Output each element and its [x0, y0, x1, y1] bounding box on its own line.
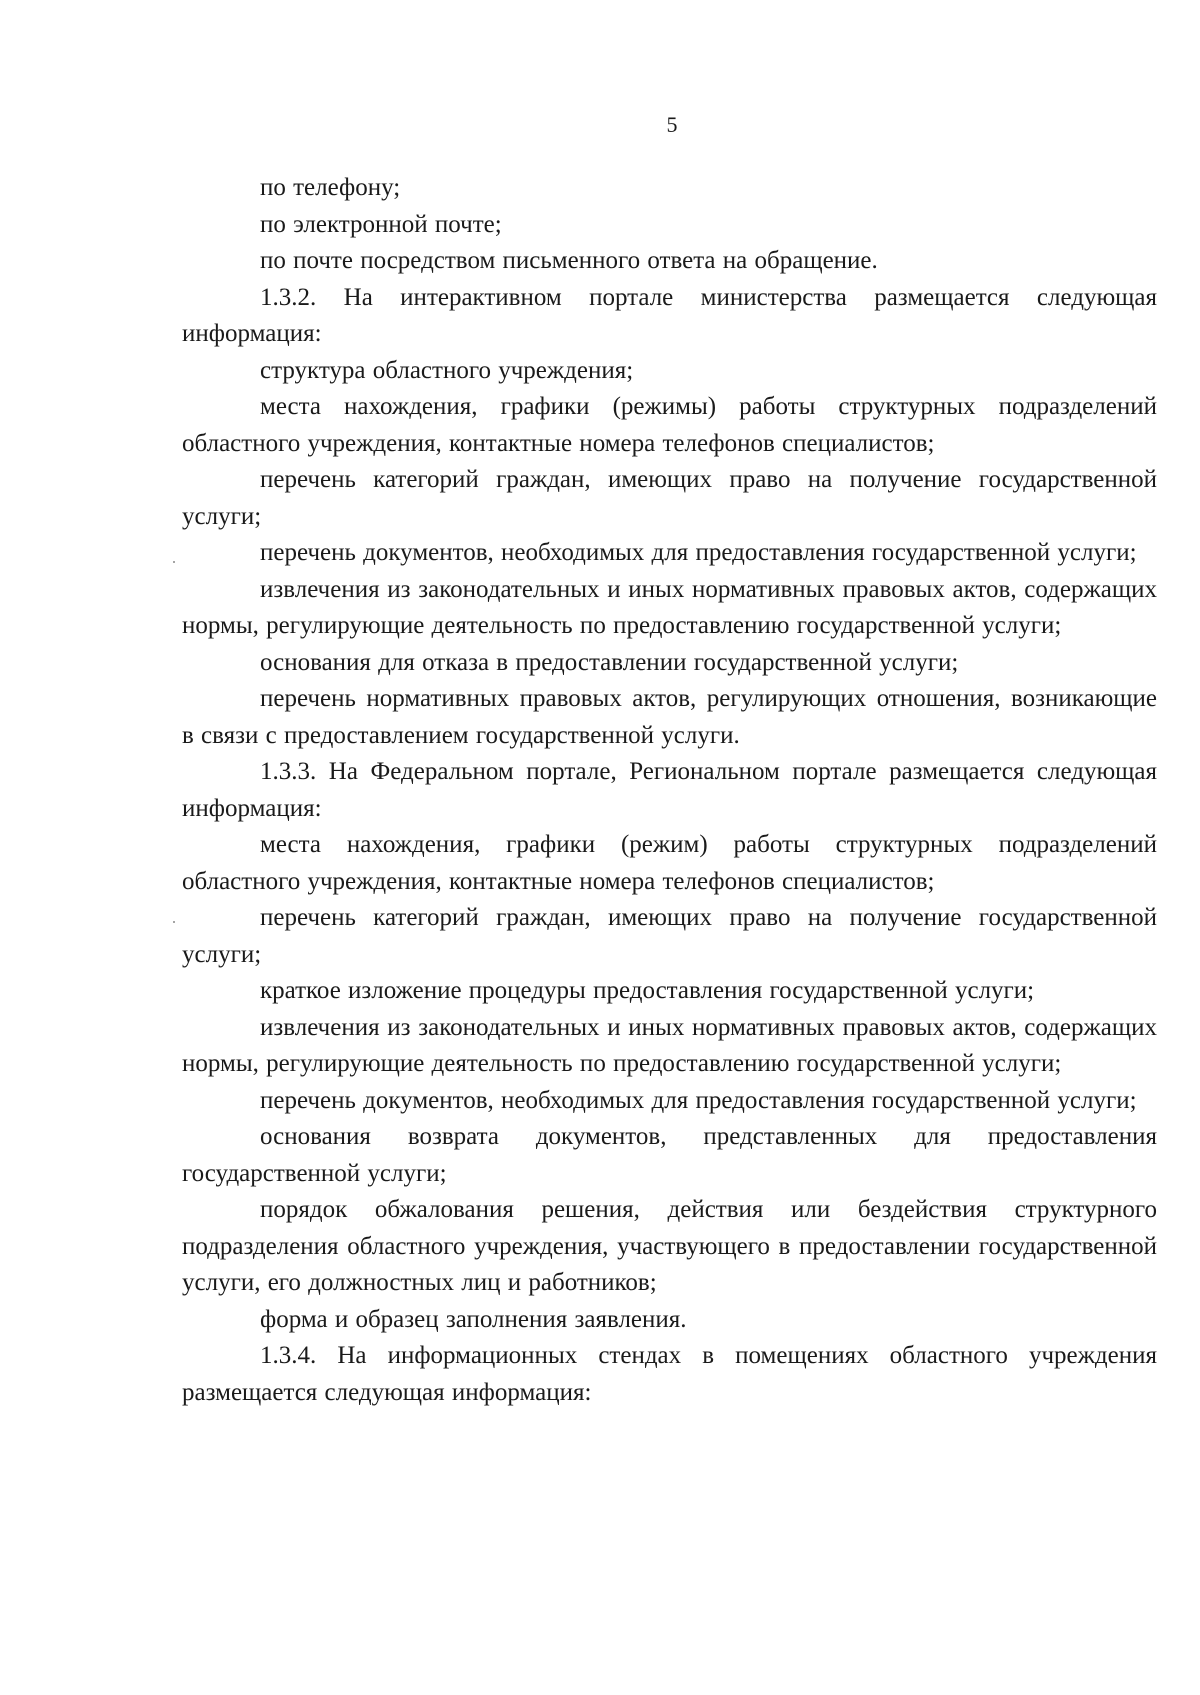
paragraph: извлечения из законодательных и иных нормативных правовых актов, содержащих нормы, регулирующие деятельность по предоставлению государственной услуги; — [182, 1013, 1157, 1077]
paragraph: извлечения из законодательных и иных нормативных правовых актов, содержащих нормы, регулирующие деятельность по предоставлению государственной услуги; — [182, 575, 1157, 639]
scan-speck — [173, 561, 175, 563]
paragraph: порядок обжалования решения, действия или бездействия структурного подразделения областного учреждения, участвующего в предоставлении государственной услуги, его должностных лиц и работников; — [182, 1196, 1157, 1296]
scan-speck — [173, 921, 175, 923]
page-number: 5 — [666, 112, 678, 137]
paragraph: по телефону; — [260, 174, 401, 201]
paragraph: по почте посредством письменного ответа на обращение. — [260, 247, 878, 274]
document-body — [182, 170, 1157, 1411]
paragraph: краткое изложение процедуры предоставления государственной услуги; — [260, 977, 1035, 1004]
paragraph: форма и образец заполнения заявления. — [260, 1305, 687, 1333]
paragraph: перечень категорий граждан, имеющих право на получение государственной услуги; — [182, 466, 1157, 530]
section-paragraph-1-3-3: 1.3.3. На Федеральном портале, Региональном портале размещается следующая информация: — [182, 758, 1157, 822]
paragraph: основания возврата документов, представленных для предоставления государственной услуги; — [182, 1123, 1157, 1187]
paragraph: места нахождения, графики (режимы) работы структурных подразделений областного учреждения, контактные номера телефонов специалистов; — [182, 393, 1157, 457]
paragraph: перечень категорий граждан, имеющих право на получение государственной услуги; — [182, 904, 1157, 968]
paragraph: перечень нормативных правовых актов, регулирующих отношения, возникающие в связи с предоставлением государственной услуги. — [182, 685, 1157, 749]
paragraph: основания для отказа в предоставлении государственной услуги; — [260, 648, 959, 676]
paragraph: перечень документов, необходимых для предоставления государственной услуги; — [260, 539, 1137, 566]
paragraph: по электронной почте; — [260, 210, 502, 238]
paragraph: места нахождения, графики (режим) работы структурных подразделений областного учреждения, контактные номера телефонов специалистов; — [182, 831, 1157, 895]
paragraph: структура областного учреждения; — [260, 356, 634, 384]
paragraph: перечень документов, необходимых для предоставления государственной услуги; — [260, 1086, 1137, 1114]
section-paragraph-1-3-2: 1.3.2. На интерактивном портале министерства размещается следующая информация: — [182, 283, 1157, 347]
section-paragraph-1-3-4: 1.3.4. На информационных стендах в помещениях областного учреждения размещается следующая информация: — [182, 1342, 1157, 1406]
